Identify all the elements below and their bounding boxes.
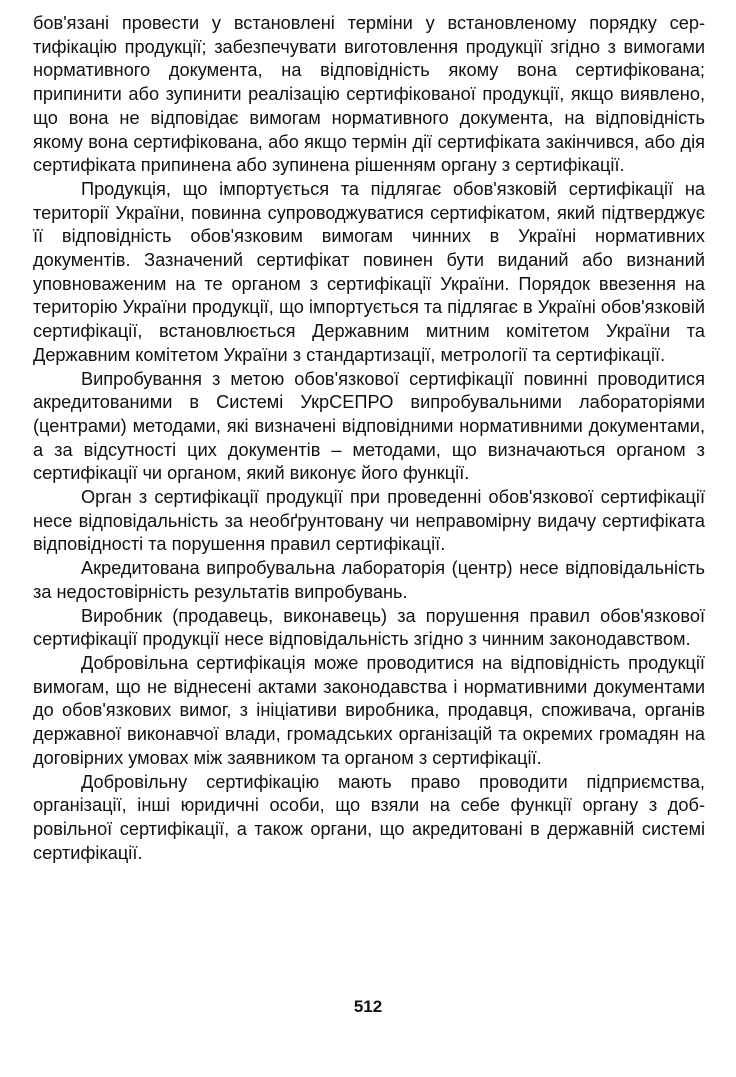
paragraph-voluntary-certification: Добровільна сертифікація може проводитися на відповідність продукції вимогам, що не віднесені актами законодавства і нормативними документами до обов'язкових вимог, з ініціативи виробника, продавця, споживача, органів державної виконавчої влади, громадських організацій та окремих громадян на договірних умовах між заявником та органом з сертифікації. (33, 652, 705, 768)
page-body (33, 12, 705, 865)
paragraph-voluntary-certification-bodies: Добровільну сертифікацію мають право проводити підприємства, організації, інші юридичні особи, що взяли на себе функції органу з добровільної сертифікації, а також органи, що акредитовані в державній системі сертифікації. (33, 771, 705, 863)
paragraph-testing: Випробування з метою обов'язкової сертифікації повинні проводитися акредитованими в Системі УкрСЕПРО випробувальними лабораторіями (центрами) методами, які визначені відповідними нормативними документами, а за відсутності цих документів – методами, що визначаються органом з сертифікації чи органом, який виконує його функції. (33, 368, 705, 484)
paragraph-manufacturer-liability: Виробник (продавець, виконавець) за порушення правил обов'язкової сертифікації продукції несе відповідальність згідно з чинним законодавством. (33, 605, 705, 650)
page-number: 512 (353, 997, 383, 1016)
paragraph-laboratory-liability: Акредитована випробувальна лабораторія (центр) несе відповідальність за недостовірність результатів випробувань. (33, 558, 705, 602)
paragraph-certification-body-liability: Орган з сертифікації продукції при проведенні обов'язкової сертифікації несе відповідальність за необґрунтовану чи неправомірну видачу сертифіката відповідності та порушення правил сертифікації. (33, 487, 705, 555)
paragraph-continuation: бов'язані провести у встановлені терміни у встановленому порядку сертифікацію продукції; забезпечувати виготовлення продукції згідно з вимогами нормативного документа, на відповідність якому вона сертифікована; припинити або зупинити реалізацію сертифікованої продукції, якщо виявлено, що вона не відповідає вимогам нормативного документа, на відповідність якому вона сертифікована, або якщо термін дії сертифіката закінчився, або дія сертифіката припинена або зупинена рішенням органу з сертифікації. (33, 13, 705, 176)
paragraph-import-certification: Продукція, що імпортується та підлягає обов'язковій сертифікації на території України, повинна супроводжуватися сертифікатом, який підтверджує її відповідність обов'язковим вимогам чинних в Україні нормативних документів. Зазначений сертифікат повинен бути виданий або визнаний уповноваженим на те органом з сертифікації України. Порядок ввезення на територію України продукції, що імпортується та підлягає в Україні обов'язковій сертифікації, встановлюється Державним митним комітетом України та Державним комітетом України з стандартизації, метрології та сертифікації. (33, 178, 705, 365)
